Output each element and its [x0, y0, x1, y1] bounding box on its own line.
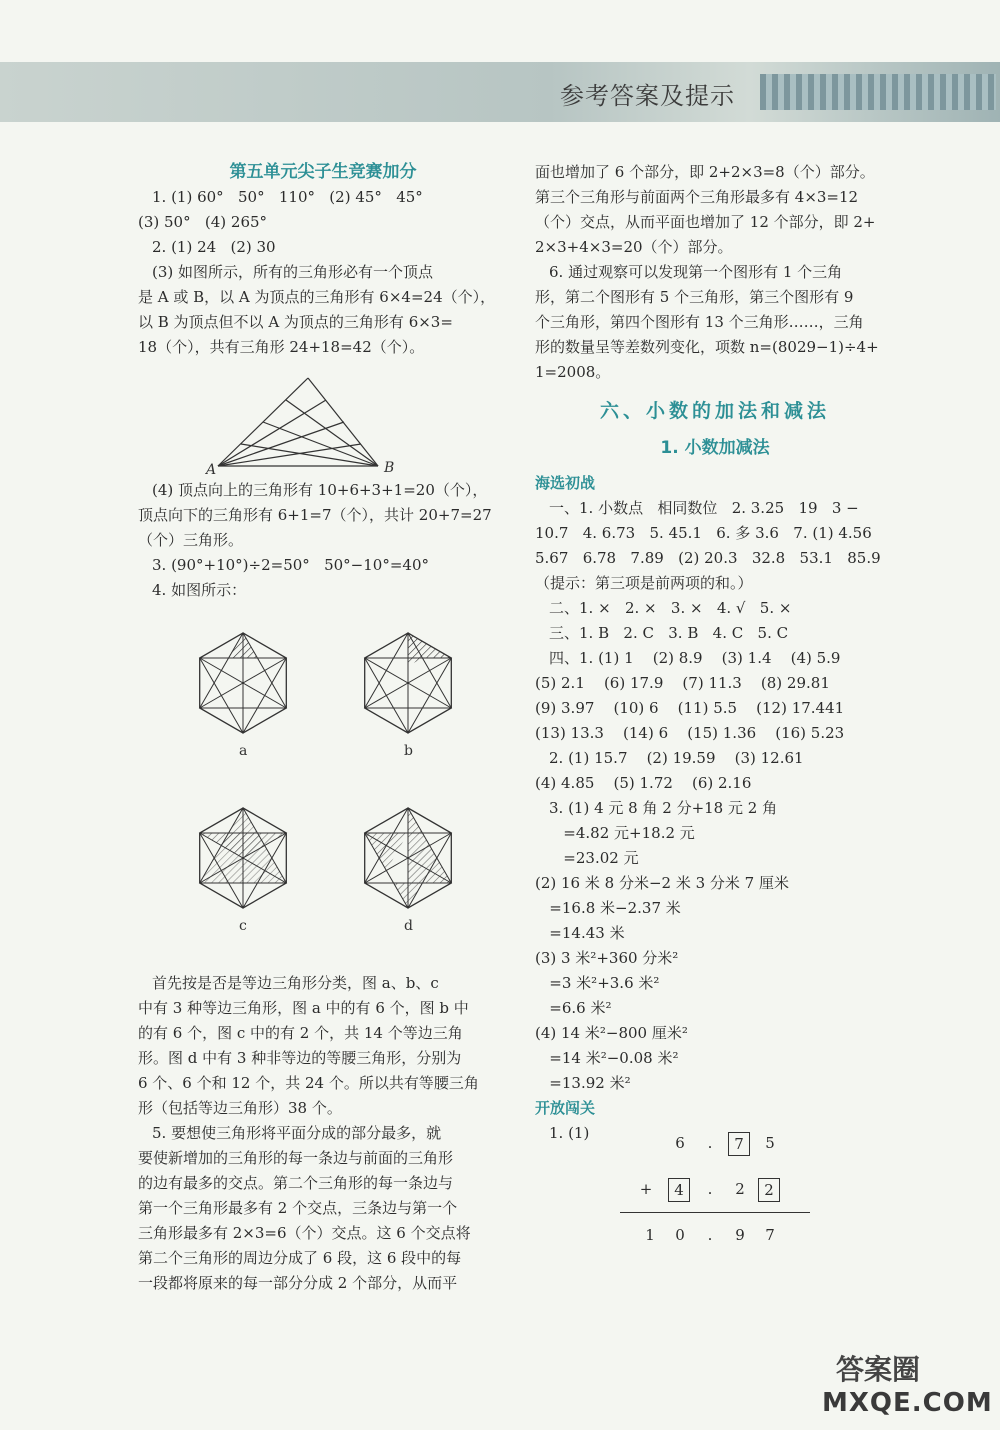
answer-line: (3) 3 米²+360 分米²	[535, 949, 679, 967]
answer-line: （个）交点，从而平面也增加了 12 个部分，即 2+	[535, 213, 876, 231]
triangle-vertex-a: A	[206, 462, 217, 478]
answer-line: 一段都将原来的每一部分分成 2 个部分，从而平	[138, 1274, 458, 1292]
answer-line: =14.43 米	[535, 924, 625, 942]
answer-line: (5) 2.1 (6) 17.9 (7) 11.3 (8) 29.81	[535, 674, 830, 692]
answer-line: =4.82 元+18.2 元	[549, 824, 695, 842]
answer-line: (3) 如图所示，所有的三角形必有一个顶点	[152, 263, 434, 281]
digit: 5	[765, 1134, 775, 1152]
answer-line: 第二个三角形的周边分成了 6 段，这 6 段中的每	[138, 1249, 462, 1267]
answer-line: 3. (1) 4 元 8 角 2 分+18 元 2 角	[549, 799, 778, 817]
vertical-addition	[600, 1130, 830, 1250]
page-header	[0, 62, 1000, 122]
answer-line: =16.8 米−2.37 米	[535, 899, 681, 917]
header-decoration	[760, 74, 996, 110]
answer-line: 是 A 或 B，以 A 为顶点的三角形有 6×4=24（个），	[138, 288, 496, 306]
sum-line	[620, 1212, 810, 1213]
answer-line: 的边有最多的交点。第二个三角形的每一条边与	[138, 1174, 454, 1192]
answer-line: 2×3+4×3=20（个）部分。	[535, 238, 733, 256]
answer-line: 首先按是否是等边三角形分类，图 a、b、c	[152, 974, 439, 992]
digit: 1	[645, 1226, 655, 1244]
digit: 7	[765, 1226, 775, 1244]
watermark-url: MXQE.COM	[822, 1388, 993, 1418]
answer-line: =3 米²+3.6 米²	[535, 974, 660, 992]
digit: .	[707, 1180, 713, 1198]
left-column	[138, 160, 508, 1296]
section-label: 开放闯关	[535, 1099, 596, 1117]
answer-line: 1=2008。	[535, 363, 611, 381]
digit: 6	[675, 1134, 685, 1152]
answer-line: （提示：第三项是前两项的和。）	[535, 574, 753, 592]
hex-label-a: a	[239, 743, 248, 759]
hex-label-c: c	[239, 918, 247, 934]
triangle-vertex-b: B	[384, 460, 395, 476]
answer-line: 顶点向下的三角形有 6+1=7（个），共计 20+7=27	[138, 506, 492, 524]
section-label: 海选初战	[535, 474, 596, 492]
answer-line: 三角形最多有 2×3=6（个）交点。这 6 个交点将	[138, 1224, 471, 1242]
answer-line: 第一个三角形最多有 2 个交点，三条边与第一个	[138, 1199, 458, 1217]
answer-line: (4) 4.85 (5) 1.72 (6) 2.16	[535, 774, 752, 792]
answer-line: (2) 16 米 8 分米−2 米 3 分米 7 厘米	[535, 874, 789, 892]
answer-line: 要使新增加的三角形的每一条边与前面的三角形	[138, 1149, 454, 1167]
answer-line: 2. (1) 24 (2) 30	[152, 238, 276, 256]
answer-line: 形（包括等边三角形）38 个。	[138, 1099, 342, 1117]
digit: 2	[735, 1180, 745, 1198]
answer-line: 10.7 4. 6.73 5. 45.1 6. 多 3.6 7. (1) 4.56	[535, 524, 872, 542]
hex-label-d: d	[404, 918, 413, 934]
chapter-title: 六、小数的加法和减法	[599, 400, 830, 422]
answer-line: (4) 14 米²−800 厘米²	[535, 1024, 688, 1042]
digit-box: 4	[668, 1178, 690, 1202]
hex-label-b: b	[404, 743, 413, 759]
subsection-title: 1. 小数加减法	[660, 438, 770, 458]
answer-line: 形的数量呈等差数列变化，项数 n=(8029−1)÷4+	[535, 338, 879, 356]
answer-line: 1. (1)	[549, 1124, 590, 1142]
answer-line: 3. (90°+10°)÷2=50° 50°−10°=40°	[152, 556, 429, 574]
answer-line: 1. (1) 60° 50° 110° (2) 45° 45°	[152, 188, 423, 206]
answer-line: 形。图 d 中有 3 种非等边的等腰三角形，分别为	[138, 1049, 462, 1067]
digit-box: 2	[758, 1178, 780, 1202]
answer-line: 一、1. 小数点 相同数位 2. 3.25 19 3 −	[549, 499, 859, 517]
section-title: 第五单元尖子生竞赛加分	[229, 162, 417, 182]
answer-line: 面也增加了 6 个部分，即 2+2×3=8（个）部分。	[535, 163, 875, 181]
answer-line: 个三角形，第四个图形有 13 个三角形……，三角	[535, 313, 864, 331]
answer-line: 的有 6 个，图 c 中的有 2 个，共 14 个等边三角	[138, 1024, 463, 1042]
header-title: 参考答案及提示	[560, 82, 735, 110]
right-column	[535, 160, 895, 1146]
digit: .	[707, 1226, 713, 1244]
answer-line: 四、1. (1) 1 (2) 8.9 (3) 1.4 (4) 5.9	[549, 649, 841, 667]
answer-line: 三、1. B 2. C 3. B 4. C 5. C	[549, 624, 789, 642]
hexagon-figures	[138, 603, 508, 963]
answer-line: （个）三角形。	[138, 531, 244, 549]
answer-line: =14 米²−0.08 米²	[535, 1049, 679, 1067]
plus-sign: +	[639, 1180, 653, 1198]
answer-line: 以 B 为顶点但不以 A 为顶点的三角形有 6×3=	[138, 313, 453, 331]
answer-line: 2. (1) 15.7 (2) 19.59 (3) 12.61	[549, 749, 804, 767]
answer-line: 5.67 6.78 7.89 (2) 20.3 32.8 53.1 85.9	[535, 549, 881, 567]
answer-line: 中有 3 种等边三角形，图 a 中的有 6 个，图 b 中	[138, 999, 469, 1017]
answer-line: (4) 顶点向上的三角形有 10+6+3+1=20（个），	[152, 481, 488, 499]
digit: .	[707, 1134, 713, 1152]
answer-line: 形，第二个图形有 5 个三角形，第三个图形有 9	[535, 288, 854, 306]
answer-line: =23.02 元	[549, 849, 639, 867]
triangle-figure	[138, 360, 508, 478]
answer-line: (13) 13.3 (14) 6 (15) 1.36 (16) 5.23	[535, 724, 845, 742]
answer-line: (9) 3.97 (10) 6 (11) 5.5 (12) 17.441	[535, 699, 845, 717]
answer-line: =13.92 米²	[535, 1074, 631, 1092]
answer-line: 6 个、6 个和 12 个，共 24 个。所以共有等腰三角	[138, 1074, 479, 1092]
digit-box: 7	[728, 1132, 750, 1156]
answer-line: (3) 50° (4) 265°	[138, 213, 268, 231]
answer-line: 4. 如图所示：	[152, 581, 247, 599]
watermark-logo: 答案圈	[836, 1353, 921, 1386]
digit: 0	[675, 1226, 685, 1244]
answer-line: =6.6 米²	[535, 999, 612, 1017]
answer-line: 18（个），共有三角形 24+18=42（个）。	[138, 338, 425, 356]
answer-line: 5. 要想使三角形将平面分成的部分最多，就	[152, 1124, 442, 1142]
answer-line: 6. 通过观察可以发现第一个图形有 1 个三角	[549, 263, 843, 281]
digit: 9	[735, 1226, 745, 1244]
answer-line: 第三个三角形与前面两个三角形最多有 4×3=12	[535, 188, 859, 206]
answer-line: 二、1. × 2. × 3. × 4. √ 5. ×	[549, 599, 792, 617]
